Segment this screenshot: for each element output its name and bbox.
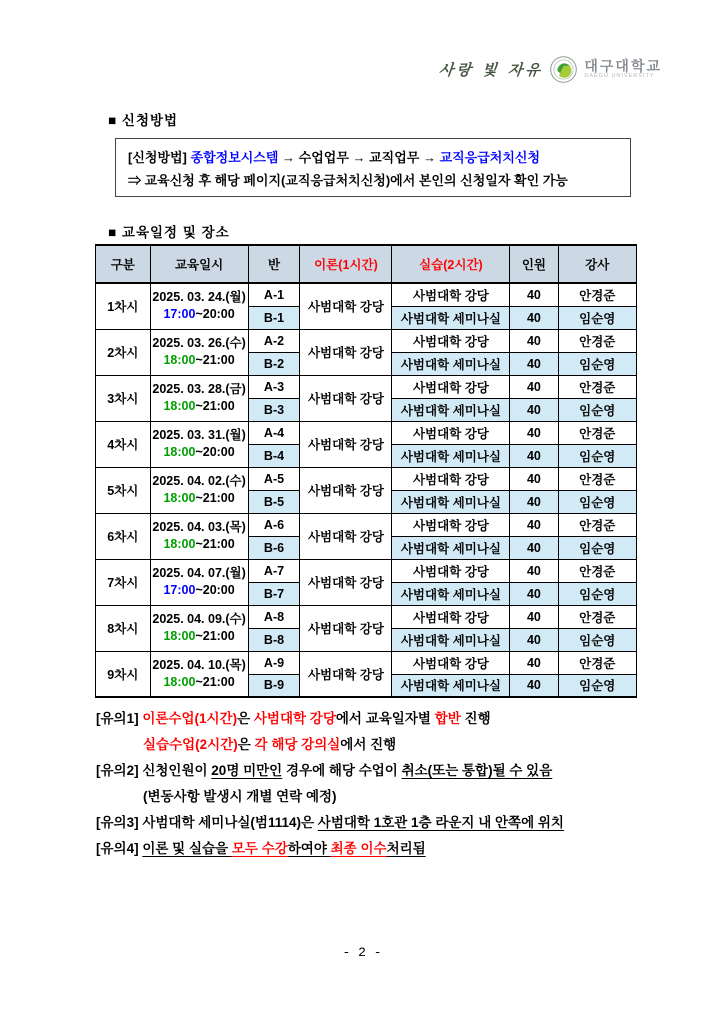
table-cell: 사범대학 강당 <box>300 467 392 513</box>
table-cell: A-6 <box>248 513 300 536</box>
table-cell: A-9 <box>248 651 300 674</box>
table-header-cell <box>510 245 558 283</box>
table-cell: 사범대학 강당 <box>300 605 392 651</box>
table-cell: B-9 <box>248 674 300 697</box>
table-cell: 9차시 <box>96 651 151 697</box>
table-cell: 40 <box>510 283 558 306</box>
table-cell: 안경준 <box>558 467 636 490</box>
text-segment: 진행 <box>460 711 491 726</box>
table-cell: 임순영 <box>558 536 636 559</box>
text-segment: 구분 <box>110 258 135 272</box>
text-segment: 모두 수강 <box>231 841 288 856</box>
table-cell: 40 <box>510 628 558 651</box>
table-cell: 4차시 <box>96 421 151 467</box>
table-row <box>96 421 637 444</box>
table-cell: 안경준 <box>558 329 636 352</box>
time-text <box>151 582 248 599</box>
date-text: 2025. 03. 26.(수) <box>152 336 246 350</box>
table-cell: 임순영 <box>558 398 636 421</box>
table-cell <box>150 329 248 375</box>
text-segment: ~21:00 <box>195 674 235 689</box>
note-line <box>96 810 666 836</box>
text-segment: 18:00 <box>163 353 196 367</box>
table-cell <box>150 421 248 467</box>
table-row <box>96 283 637 306</box>
table-cell: 40 <box>510 444 558 467</box>
time-text <box>151 352 248 369</box>
table-cell <box>150 559 248 605</box>
text-segment: 18:00 <box>163 399 196 413</box>
table-cell: A-8 <box>248 605 300 628</box>
table-cell: 임순영 <box>558 490 636 513</box>
table-cell: B-2 <box>248 352 300 375</box>
table-cell: 사범대학 강당 <box>300 375 392 421</box>
table-cell: 40 <box>510 375 558 398</box>
apply-method-line1 <box>128 146 618 169</box>
text-segment: 에서 진행 <box>340 737 397 752</box>
time-text <box>151 444 248 461</box>
table-cell: 임순영 <box>558 628 636 651</box>
section-title-apply-method: ■ 신청방법 <box>108 113 179 128</box>
schedule-table <box>95 244 637 698</box>
table-cell: A-5 <box>248 467 300 490</box>
text-segment: 18:00 <box>163 491 196 505</box>
table-cell: 1차시 <box>96 283 151 329</box>
table-cell: 40 <box>510 467 558 490</box>
table-cell: B-3 <box>248 398 300 421</box>
table-cell: 40 <box>510 490 558 513</box>
table-cell: 사범대학 강당 <box>300 329 392 375</box>
note-line <box>96 732 666 758</box>
text-segment: 실습(2시간) <box>419 258 483 272</box>
table-cell: 사범대학 세미나실 <box>392 536 510 559</box>
apply-method-box <box>115 138 631 197</box>
table-cell: 40 <box>510 329 558 352</box>
table-cell: 2차시 <box>96 329 151 375</box>
table-cell: 40 <box>510 651 558 674</box>
notes <box>96 706 666 862</box>
table-cell: 사범대학 세미나실 <box>392 306 510 329</box>
table-cell: 안경준 <box>558 513 636 536</box>
table-cell: 안경준 <box>558 605 636 628</box>
table-cell: 사범대학 세미나실 <box>392 352 510 375</box>
text-segment: ~21:00 <box>195 537 235 551</box>
text-segment: 종합정보시스템 <box>190 150 279 165</box>
note-line <box>96 784 666 810</box>
table-row <box>96 605 637 628</box>
text-segment: 합반 <box>434 711 461 726</box>
page-number: - 2 - <box>342 945 382 960</box>
date-text: 2025. 04. 09.(수) <box>152 612 246 626</box>
table-cell: B-4 <box>248 444 300 467</box>
text-segment: 사범대학 1호관 1층 라운지 내 안쪽에 위치 <box>317 815 564 830</box>
table-cell: 40 <box>510 421 558 444</box>
section-title-schedule: ■ 교육일정 및 장소 <box>108 225 230 240</box>
university-name-kr: 대구대학교 <box>584 58 662 75</box>
table-cell: 6차시 <box>96 513 151 559</box>
text-segment: [유의1] <box>96 711 143 726</box>
table-cell: 40 <box>510 674 558 697</box>
text-segment: ~21:00 <box>195 491 235 505</box>
date-text: 2025. 04. 03.(목) <box>152 520 246 534</box>
text-segment: [유의4] <box>96 841 143 856</box>
text-segment: ~20:00 <box>195 307 235 322</box>
table-cell: 사범대학 강당 <box>392 375 510 398</box>
table-cell: 임순영 <box>558 674 636 697</box>
table-cell: 안경준 <box>558 559 636 582</box>
date-text: 2025. 03. 28.(금) <box>152 382 246 396</box>
table-cell: 40 <box>510 559 558 582</box>
table-cell: 40 <box>510 605 558 628</box>
text-segment: [유의3] 사범대학 세미나실(범1114)은 <box>96 815 318 830</box>
table-cell: 사범대학 강당 <box>300 651 392 697</box>
table-header-cell <box>150 245 248 283</box>
text-segment: 교육일시 <box>174 258 224 272</box>
table-cell: 사범대학 강당 <box>392 329 510 352</box>
text-segment: [유의2] 신청인원이 <box>96 763 212 778</box>
date-text: 2025. 03. 31.(월) <box>152 428 246 442</box>
text-segment: 이론수업(1시간) <box>142 711 238 726</box>
table-cell: 3차시 <box>96 375 151 421</box>
table-cell: 안경준 <box>558 283 636 306</box>
table-cell: 사범대학 세미나실 <box>392 444 510 467</box>
table-cell: 사범대학 강당 <box>300 559 392 605</box>
table-cell: 임순영 <box>558 306 636 329</box>
table-cell: 40 <box>510 582 558 605</box>
table-row <box>96 559 637 582</box>
table-cell: 40 <box>510 536 558 559</box>
table-cell: 8차시 <box>96 605 151 651</box>
note-line <box>96 836 666 862</box>
table-cell: 5차시 <box>96 467 151 513</box>
table-cell: B-8 <box>248 628 300 651</box>
text-segment: 이론 및 실습을 <box>142 841 232 856</box>
table-cell: 사범대학 세미나실 <box>392 628 510 651</box>
table-cell: A-7 <box>248 559 300 582</box>
text-segment: 하여야 <box>287 841 331 856</box>
table-cell: 임순영 <box>558 582 636 605</box>
table-cell <box>150 651 248 697</box>
text-segment: 인원 <box>521 258 547 272</box>
date-text: 2025. 04. 02.(수) <box>152 474 246 488</box>
university-name <box>584 59 662 79</box>
table-cell: 사범대학 강당 <box>300 421 392 467</box>
time-text <box>151 536 248 553</box>
text-segment: 강사 <box>585 258 610 272</box>
text-segment: ~21:00 <box>195 629 235 643</box>
text-segment: 반 <box>267 258 281 272</box>
table-cell: 안경준 <box>558 421 636 444</box>
table-cell <box>150 375 248 421</box>
table-cell: 사범대학 강당 <box>392 605 510 628</box>
university-slogan: 사랑 빛 자유 <box>438 61 545 79</box>
text-segment: ~21:00 <box>195 353 235 367</box>
text-segment: 취소(또는 통합)될 수 있음 <box>401 763 553 778</box>
text-segment: 은 <box>237 711 254 726</box>
text-segment: 20명 미만인 <box>211 763 283 778</box>
table-cell: A-2 <box>248 329 300 352</box>
table-header-row <box>96 245 637 283</box>
table-row <box>96 467 637 490</box>
table-cell: 사범대학 강당 <box>300 283 392 329</box>
time-text <box>151 674 248 691</box>
table-cell: 안경준 <box>558 375 636 398</box>
table-cell: A-1 <box>248 283 300 306</box>
table-cell: A-4 <box>248 421 300 444</box>
time-text <box>151 490 248 507</box>
date-text: 2025. 04. 10.(목) <box>152 657 246 672</box>
text-segment: 처리됨 <box>386 841 426 856</box>
text-segment: → 수업업무 → 교직업무 → <box>278 150 440 165</box>
note-line <box>96 706 666 732</box>
table-header-cell <box>96 245 151 283</box>
table-header-cell <box>392 245 510 283</box>
table-cell: 사범대학 강당 <box>392 467 510 490</box>
table-cell: 40 <box>510 306 558 329</box>
table-cell: B-7 <box>248 582 300 605</box>
text-segment: 18:00 <box>163 445 196 459</box>
table-cell: 사범대학 세미나실 <box>392 398 510 421</box>
text-segment: ~20:00 <box>195 583 235 597</box>
text-segment: 이론(1시간) <box>314 258 378 272</box>
table-row <box>96 329 637 352</box>
table-cell <box>150 513 248 559</box>
text-segment: 최종 이수 <box>330 841 387 856</box>
text-segment: 17:00 <box>163 583 196 597</box>
text-segment: ~20:00 <box>195 445 235 459</box>
table-cell: 안경준 <box>558 651 636 674</box>
table-cell: 40 <box>510 513 558 536</box>
table-header-cell <box>300 245 392 283</box>
text-segment: 경우에 해당 수업이 <box>282 763 402 778</box>
text-segment: 에서 교육일자별 <box>335 711 435 726</box>
table-cell: 사범대학 세미나실 <box>392 582 510 605</box>
time-text <box>151 398 248 415</box>
text-segment: 사범대학 강당 <box>253 711 336 726</box>
time-text <box>151 628 248 645</box>
text-segment: ⇒ 교육신청 후 해당 페이지(교직응급처치신청)에서 본인의 신청일자 확인 가능 <box>128 173 568 188</box>
note-line <box>96 758 666 784</box>
text-segment: [신청방법] <box>128 150 191 165</box>
text-segment: 은 <box>237 737 255 752</box>
table-cell: 사범대학 세미나실 <box>392 674 510 697</box>
text-segment: 18:00 <box>163 674 196 689</box>
table-cell: 사범대학 강당 <box>392 283 510 306</box>
schedule-table-body <box>96 283 637 697</box>
table-cell: 사범대학 강당 <box>392 513 510 536</box>
table-cell: 40 <box>510 398 558 421</box>
table-header-cell <box>558 245 636 283</box>
text-segment: 실습수업(2시간) <box>143 737 238 752</box>
table-row <box>96 375 637 398</box>
table-cell: B-1 <box>248 306 300 329</box>
text-segment: 각 해당 강의실 <box>254 737 341 752</box>
text-segment: 교직응급처치신청 <box>439 150 541 165</box>
table-cell: 임순영 <box>558 444 636 467</box>
table-cell: 7차시 <box>96 559 151 605</box>
table-cell: 사범대학 강당 <box>392 421 510 444</box>
table-cell <box>150 283 248 329</box>
table-cell: B-6 <box>248 536 300 559</box>
apply-method-line2 <box>128 169 618 192</box>
table-cell <box>150 605 248 651</box>
university-name-en: DAEGU UNIVERSITY <box>584 72 655 79</box>
text-segment: 18:00 <box>163 537 196 551</box>
table-cell: A-3 <box>248 375 300 398</box>
table-cell <box>150 467 248 513</box>
table-header-cell <box>248 245 300 283</box>
university-logo <box>439 56 662 83</box>
text-segment: ~21:00 <box>195 399 235 413</box>
table-cell: 사범대학 강당 <box>392 559 510 582</box>
text-segment: 18:00 <box>163 629 196 643</box>
text-segment: (변동사항 발생시 개별 연락 예정) <box>143 789 337 804</box>
table-cell: 사범대학 강당 <box>300 513 392 559</box>
table-cell: 사범대학 세미나실 <box>392 490 510 513</box>
table-row <box>96 513 637 536</box>
table-cell: B-5 <box>248 490 300 513</box>
date-text: 2025. 04. 07.(월) <box>152 566 246 580</box>
date-text: 2025. 03. 24.(월) <box>152 290 246 305</box>
table-cell: 40 <box>510 352 558 375</box>
text-segment: 17:00 <box>163 307 196 322</box>
table-row <box>96 651 637 674</box>
table-cell: 임순영 <box>558 352 636 375</box>
time-text <box>151 306 248 323</box>
table-cell: 사범대학 강당 <box>392 651 510 674</box>
university-emblem-icon <box>550 56 577 83</box>
